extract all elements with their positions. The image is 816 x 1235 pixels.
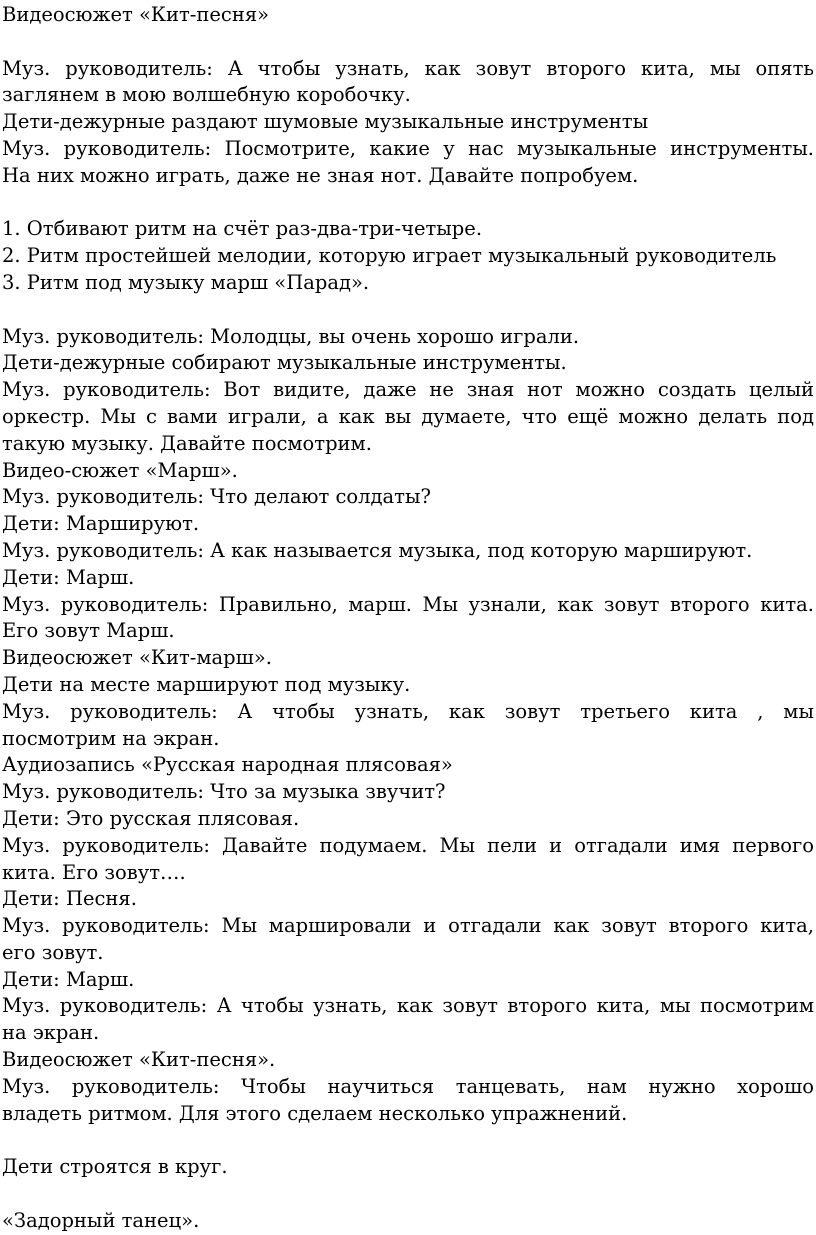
text-line: Аудиозапись «Русская народная плясовая» [2,753,453,777]
text-line: Муз. руководитель: Мы маршировали и отгадали как зовут второго кита, [2,914,814,938]
text-line: Муз. руководитель: А чтобы узнать, как зовут второго кита, мы посмотрим [2,994,814,1018]
text-line: Муз. руководитель: А как называется музыка, под которую маршируют. [2,538,753,562]
text-line: Дети: Марш. [2,565,135,589]
text-line: 1. Отбивают ритм на счёт раз-два-три-четыре. [2,217,483,241]
text-line: Муз. руководитель: Посмотрите, какие у нас музыкальные инструменты. [2,136,814,160]
text-line: Муз. руководитель: Давайте подумаем. Мы пели и отгадали имя первого [2,833,814,857]
text-line: Дети: Марш. [2,967,135,991]
document-page [0,2,816,1235]
blank-line [2,1127,814,1154]
text-line: Дети: Маршируют. [2,512,200,536]
blank-line [2,29,814,56]
blank-line [2,1181,814,1208]
text-line: Муз. руководитель: Что делают солдаты? [2,485,431,509]
blank-line [2,190,814,217]
text-line: Видеосюжет «Кит-песня» [2,3,270,26]
text-line: Дети: Это русская плясовая. [2,806,300,830]
text-line: такую музыку. Давайте посмотрим. [2,431,372,455]
text-line: его зовут. [2,940,104,964]
text-line: 3. Ритм под музыку марш «Парад». [2,270,370,294]
text-line: Дети на месте маршируют под музыку. [2,672,411,696]
text-line: Муз. руководитель: Правильно, марш. Мы узнали, как зовут второго кита. [2,592,814,616]
text-line: владеть ритмом. Для этого сделаем несколько упражнений. [2,1101,628,1125]
text-line: на экран. [2,1021,100,1045]
blank-line [2,297,814,324]
text-line: Муз. руководитель: Что за музыка звучит? [2,780,446,804]
text-line: Муз. руководитель: Молодцы, вы очень хорошо играли. [2,324,580,348]
text-line: посмотрим на экран. [2,726,220,750]
text-line: 2. Ритм простейшей мелодии, которую играет музыкальный руководитель [2,244,777,268]
text-line: Видео-сюжет «Марш». [2,458,238,482]
text-line: Дети-дежурные собирают музыкальные инструменты. [2,351,567,375]
text-line: Муз. руководитель: Вот видите, даже не зная нот можно создать целый [2,378,814,402]
text-line: оркестр. Мы с вами играли, а как вы думаете, что ещё можно делать под [2,404,814,428]
text-line: Его зовут Марш. [2,619,175,643]
text-line: заглянем в мою волшебную коробочку. [2,83,411,107]
text-line: Дети-дежурные раздают шумовые музыкальные инструменты [2,110,649,134]
text-line: «Задорный танец». [2,1208,200,1232]
text-line: Дети: Песня. [2,887,137,911]
text-line: Муз. руководитель: А чтобы узнать, как зовут третьего кита , мы [2,699,814,723]
text-line: Муз. руководитель: А чтобы узнать, как зовут второго кита, мы опять [2,56,814,80]
text-line: кита. Его зовут…. [2,860,186,884]
text-line: Видеосюжет «Кит-песня». [2,1048,276,1072]
text-line: Видеосюжет «Кит-марш». [2,646,272,670]
text-line: На них можно играть, даже не зная нот. Давайте попробуем. [2,163,639,187]
text-line: Муз. руководитель: Чтобы научиться танцевать, нам нужно хорошо [2,1074,814,1098]
text-line: Дети строятся в круг. [2,1155,228,1179]
